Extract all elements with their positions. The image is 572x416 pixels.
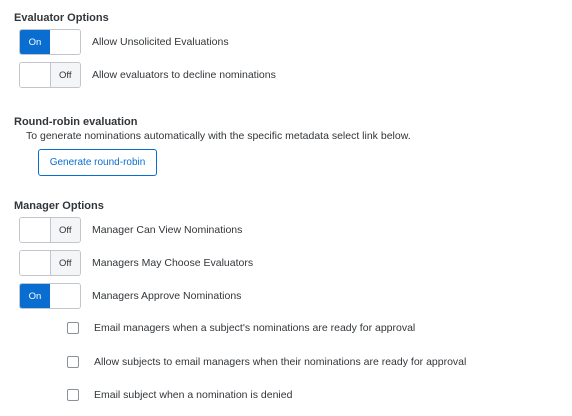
- generate-round-robin-button[interactable]: Generate round-robin: [38, 149, 157, 176]
- allow-decline-nominations-label: Allow evaluators to decline nominations: [92, 69, 276, 81]
- email-managers-ready-checkbox[interactable]: [67, 322, 79, 334]
- toggle-knob: [20, 63, 50, 87]
- managers-choose-evaluators-toggle[interactable]: [19, 250, 81, 276]
- toggle-state-label: Off: [50, 251, 81, 275]
- email-subject-denied-checkbox[interactable]: [67, 389, 79, 401]
- allow-unsolicited-evaluations-label: Allow Unsolicited Evaluations: [92, 36, 229, 48]
- managers-approve-nominations-label: Managers Approve Nominations: [92, 290, 242, 302]
- evaluator-options-heading: Evaluator Options: [14, 12, 109, 24]
- allow-subjects-email-managers-label: Allow subjects to email managers when their nominations are ready for approval: [94, 356, 467, 368]
- managers-choose-evaluators-label: Managers May Choose Evaluators: [92, 257, 254, 269]
- toggle-knob: [50, 30, 80, 54]
- toggle-knob: [50, 284, 80, 308]
- allow-subjects-email-managers-checkbox[interactable]: [67, 356, 79, 368]
- allow-unsolicited-evaluations-toggle[interactable]: [19, 29, 81, 55]
- toggle-state-label: Off: [50, 63, 81, 87]
- email-subject-denied-label: Email subject when a nomination is denied: [94, 389, 293, 401]
- toggle-state-label: On: [20, 30, 50, 54]
- manager-can-view-nominations-toggle[interactable]: [19, 217, 81, 243]
- email-managers-ready-label: Email managers when a subject's nominations are ready for approval: [94, 322, 416, 334]
- round-robin-heading: Round-robin evaluation: [14, 116, 138, 128]
- toggle-knob: [20, 251, 50, 275]
- toggle-knob: [20, 218, 50, 242]
- managers-approve-nominations-toggle[interactable]: [19, 283, 81, 309]
- manager-options-heading: Manager Options: [14, 200, 104, 212]
- allow-decline-nominations-toggle[interactable]: [19, 62, 81, 88]
- toggle-state-label: Off: [50, 218, 81, 242]
- toggle-state-label: On: [20, 284, 50, 308]
- manager-can-view-nominations-label: Manager Can View Nominations: [92, 224, 243, 236]
- round-robin-description: To generate nominations automatically with the specific metadata select link below.: [26, 130, 411, 142]
